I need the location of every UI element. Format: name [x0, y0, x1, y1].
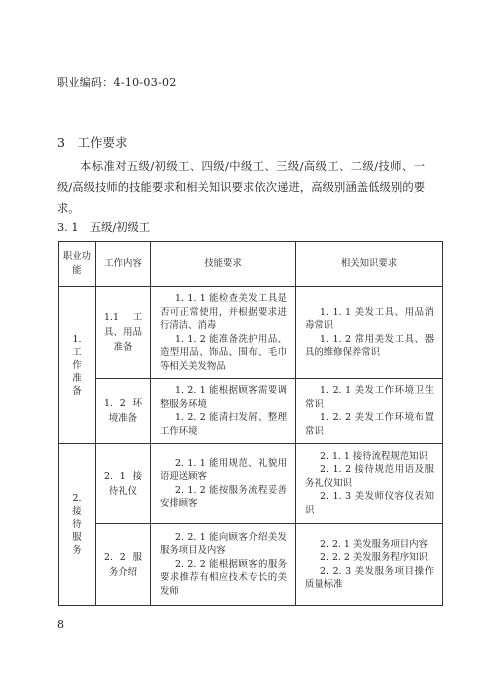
function-label: 2. 接待服务 — [72, 493, 82, 556]
skill-item: 1. 2. 1 能根据顾客需要调整服务环境 — [160, 385, 287, 410]
skill-item: 1. 1. 2 能准备洗护用品、造型用品、饰品、围布、毛巾等相关美发物品 — [160, 333, 287, 372]
skill-cell — [151, 379, 296, 444]
table-row — [59, 524, 443, 606]
knowledge-item: 2. 1. 1 接待流程规范知识 — [320, 450, 428, 462]
work-content-cell — [96, 287, 151, 379]
knowledge-item: 2. 1. 2 接待规范用语及服务礼仪知识 — [305, 464, 434, 489]
work-content-label: 1.1 工具、用品准备 — [104, 312, 142, 353]
work-content-label: 2. 1 接待礼仪 — [104, 470, 142, 497]
subsection-title: 3. 1 五级/初级工 — [57, 221, 151, 234]
knowledge-item: 1. 2. 1 美发工作环境卫生常识 — [305, 385, 434, 410]
skill-item: 2. 2. 2 能根据顾客的服务要求推荐有相应技术专长的美发师 — [160, 558, 287, 597]
knowledge-cell — [296, 379, 443, 444]
skill-cell — [151, 524, 296, 606]
knowledge-item: 1. 1. 1 美发工具、用品消毒常识 — [305, 306, 434, 331]
table-row — [59, 444, 443, 524]
function-label: 1. 工作准备 — [72, 333, 82, 397]
knowledge-item: 2. 2. 2 美发服务程序知识 — [320, 552, 428, 563]
work-content-cell — [96, 379, 151, 444]
knowledge-cell — [296, 524, 443, 606]
section-title: 3 工作要求 — [57, 135, 128, 150]
header-knowledge-requirements: 相关知识要求 — [296, 242, 443, 287]
function-cell — [59, 444, 96, 606]
skill-cell — [151, 444, 296, 524]
table-row — [59, 287, 443, 379]
knowledge-item: 2. 1. 3 美发师仪容仪表知识 — [305, 491, 434, 516]
skill-item: 2. 1. 1 能用规范、礼貌用语迎送顾客 — [160, 457, 287, 482]
table-row — [59, 379, 443, 444]
knowledge-item: 1. 2. 2 美发工作环境布置常识 — [305, 412, 434, 437]
knowledge-cell — [296, 287, 443, 379]
skill-cell — [151, 287, 296, 379]
table-header-row — [59, 242, 443, 287]
knowledge-cell — [296, 444, 443, 524]
knowledge-item: 2. 2. 3 美发服务项目操作质量标准 — [305, 565, 434, 590]
work-requirements-table — [58, 241, 443, 606]
work-content-label: 1. 2 环境准备 — [104, 398, 142, 424]
function-cell — [59, 287, 96, 444]
skill-item: 1. 2. 2 能清扫发屑、整理工作环境 — [160, 412, 287, 437]
intro-paragraph: 本标准对五级/初级工、四级/中级工、三级/高级工、二级/技师、一级/高级技师的技能要求和相关知识要求依次递进，高级别涵盖低级别的要求。 — [57, 160, 425, 215]
header-work-content: 工作内容 — [96, 242, 151, 287]
skill-item: 2. 2. 1 能向顾客介绍美发服务项目及内容 — [160, 531, 287, 557]
knowledge-item: 2. 2. 1 美发服务项目内容 — [320, 538, 428, 550]
page-number: 8 — [57, 618, 64, 631]
work-content-cell — [96, 444, 151, 524]
skill-item: 2. 1. 2 能按服务流程妥善安排顾客 — [160, 484, 287, 509]
work-content-label: 2. 2 服务介绍 — [104, 551, 142, 578]
occupation-code: 职业编码：4-10-03-02 — [57, 76, 177, 89]
work-content-cell — [96, 524, 151, 606]
header-skill-requirements: 技能要求 — [151, 242, 296, 287]
header-function: 职业功能 — [59, 242, 96, 287]
skill-item: 1. 1. 1 能检查美发工具是否可正常使用，并根据要求进行清洁、消毒 — [160, 293, 287, 331]
knowledge-item: 1. 1. 2 常用美发工具、器具的维修保养常识 — [305, 333, 434, 358]
